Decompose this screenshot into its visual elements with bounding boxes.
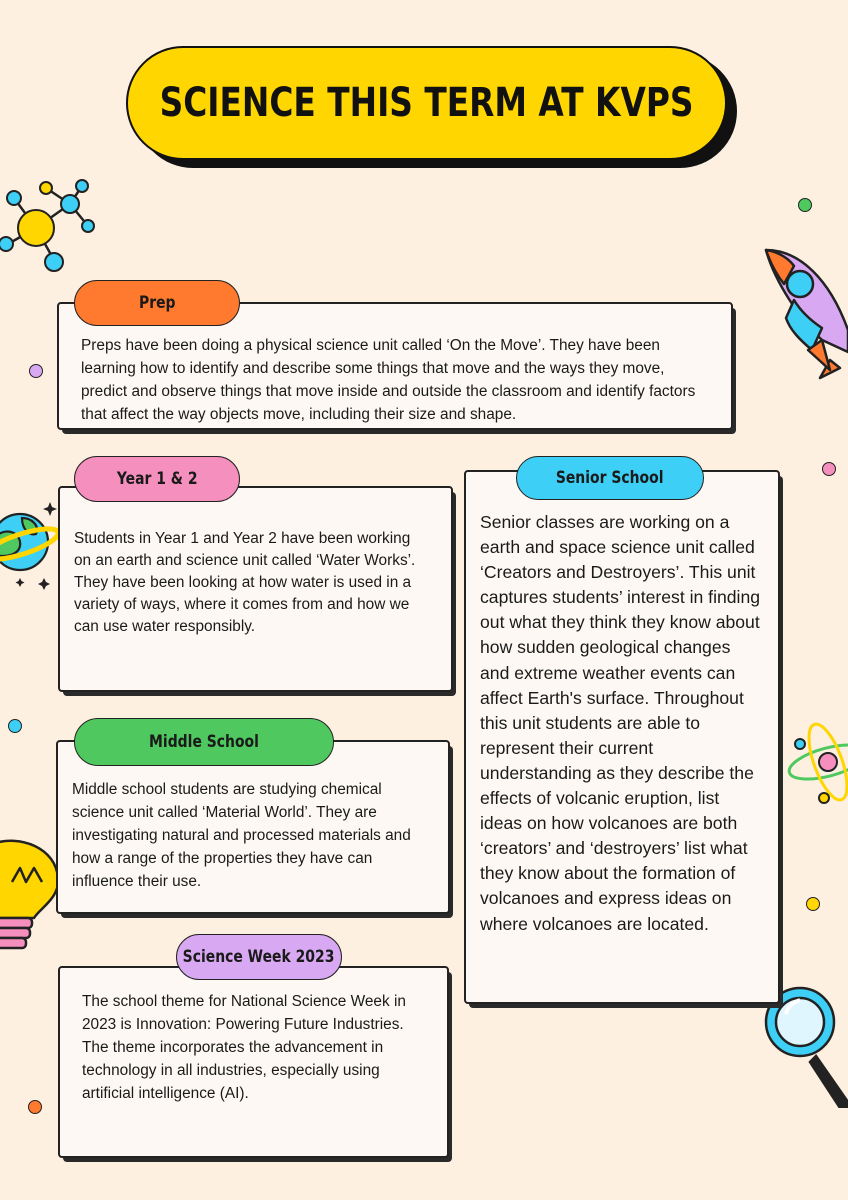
middle-label-pill	[74, 718, 334, 766]
molecule-icon	[0, 176, 100, 276]
middle-card	[56, 740, 450, 914]
title-banner	[126, 46, 727, 160]
page-title: SCIENCE THIS TERM AT KVPS	[159, 80, 694, 126]
senior-label: Senior School	[556, 468, 664, 488]
middle-label: Middle School	[149, 732, 259, 752]
decor-dot-blue	[8, 719, 22, 733]
week-card	[58, 966, 449, 1158]
year12-card	[58, 486, 453, 692]
decor-dot-purple	[29, 364, 43, 378]
senior-card	[464, 470, 780, 1004]
rocket-icon	[760, 240, 848, 380]
decor-dot-green	[798, 198, 812, 212]
prep-text: Preps have been doing a physical science unit called ‘On the Move’. They have been learning how to identify and describe some things that move and the ways they move, predict and observe things that move inside and outside the classroom and identify factors that affect the way objects move, including their size and shape.	[81, 337, 696, 423]
senior-label-pill	[516, 456, 704, 500]
senior-text: Senior classes are working on a earth and space science unit called ‘Creators and Destroyers’. This unit captures students’ interest in finding out what they think they know about how sudden geological changes and extreme weather events can affect Earth's surface. Throughout this unit students are able to represent their current understanding as they describe the effects of volcanic eruption, list ideas on how volcanoes are both ‘creators’ and ‘destroyers’ list what they know about the formation of volcanoes and express ideas on where volcanoes are located.	[480, 512, 761, 934]
decor-dot-orange	[28, 1100, 42, 1114]
lightbulb-icon	[0, 838, 64, 954]
year12-text: Students in Year 1 and Year 2 have been working on an earth and science unit called ‘Water Works’. They have been looking at how water is used in a variety of ways, where it comes from and how we can use water responsibly.	[74, 530, 416, 635]
decor-dot-yellow	[806, 897, 820, 911]
prep-label: Prep	[138, 293, 176, 313]
planet-icon	[0, 496, 66, 596]
week-label-pill	[176, 934, 342, 980]
week-text: The school theme for National Science Week in 2023 is Innovation: Powering Future Industries. The theme incorporates the advancement in technology in all industries, especially using artificial intelligence (AI).	[82, 993, 406, 1102]
middle-text: Middle school students are studying chemical science unit called ‘Material World’. They are investigating natural and processed materials and how a range of the properties they have can influence their use.	[72, 781, 411, 890]
prep-label-pill	[74, 280, 240, 326]
week-label: Science Week 2023	[183, 947, 335, 967]
decor-dot-pink	[822, 462, 836, 476]
year12-label: Year 1 & 2	[116, 469, 198, 489]
atom-icon	[786, 712, 848, 812]
year12-label-pill	[74, 456, 240, 502]
